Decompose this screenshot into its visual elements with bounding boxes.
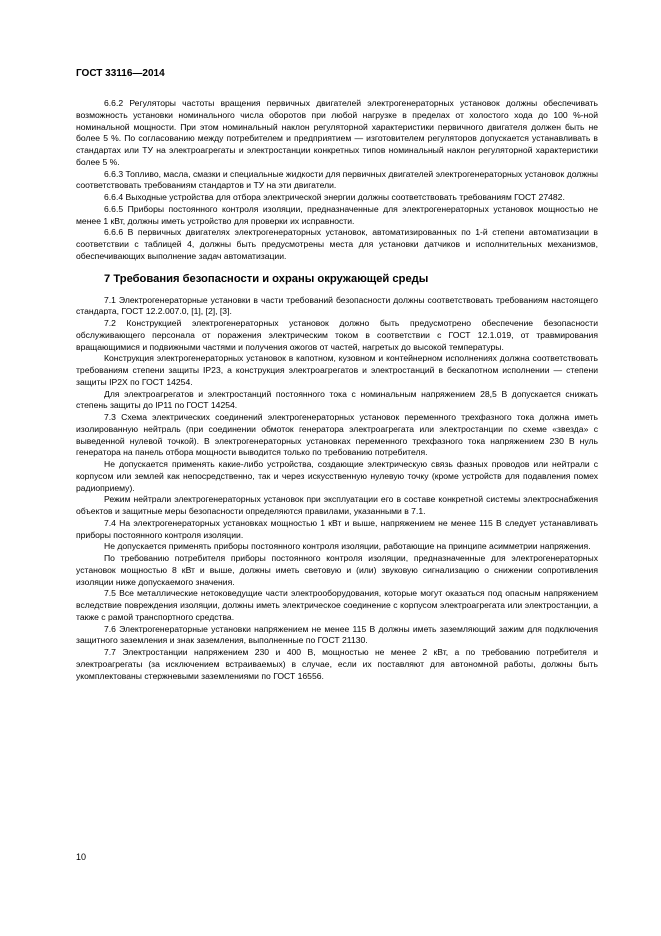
standard-header: ГОСТ 33116—2014 [76, 68, 165, 79]
section-7-heading: 7 Требования безопасности и охраны окружающей среды [104, 272, 429, 285]
paragraph-7-3-neutral-mode: Режим нейтрали электрогенераторных установок при эксплуатации его в составе конкретной системы электроснабжения объектов и защитные меры безопасности определяются правилами, указанными в 7.1. [76, 494, 598, 516]
paragraph-7-1: 7.1 Электрогенераторные установки в части требований безопасности должны соответствовать требованиям настоящего стандарта, ГОСТ 12.2.007.0, [1], [2], [3]. [76, 294, 598, 317]
paragraph-7-2-dc: Для электроагрегатов и электростанций постоянного тока с номинальным напряжением 28,5 В допускается снижать степень защиты до IP11 по ГОСТ 14254. [76, 388, 598, 411]
paragraph-6-6-4: 6.6.4 Выходные устройства для отбора электрической энергии должны соответствовать требованиям ГОСТ 27482. [104, 192, 565, 202]
paragraph-7-2-construction: Конструкция электрогенераторных установок в капотном, кузовном и контейнерном исполнениях должна соответствовать требованиям степени защиты IP23, а конструкция электроагрегатов и электростанций в бескапотном исполнении — степени защиты IP2X по ГОСТ 14254. [76, 353, 598, 387]
page-number: 10 [76, 852, 87, 862]
document-body [76, 98, 598, 682]
paragraph-7-4: 7.4 На электрогенераторных установках мощностью 1 кВт и выше, напряжением не менее 115 В следует устанавливать приборы постоянного контроля изоляции. [76, 517, 598, 540]
paragraph-7-6: 7.6 Электрогенераторные установки напряжением не менее 115 В должны иметь заземляющий зажим для подключения защитного заземления и знак заземления, выполненные по ГОСТ 21130. [76, 623, 598, 646]
paragraph-7-3-prohibition: Не допускается применять какие-либо устройства, создающие электрическую связь фазных проводов или нейтрали с корпусом или землей как непосредственно, так и через искусственную нулевую точку (кроме устройств для подавления помех радиоприему). [76, 459, 598, 493]
paragraph-7-4-signaling: По требованию потребителя приборы постоянного контроля изоляции, предназначенные для электрогенераторных установок мощностью 8 кВт и выше, должны иметь световую и (или) звуковую сигнализацию о снижении сопротивления изоляции ниже допускаемого значения. [76, 553, 598, 587]
paragraph-6-6-2: 6.6.2 Регуляторы частоты вращения первичных двигателей электрогенераторных установок должны обеспечивать возможность установки номинального числа оборотов при любой нагрузке в пределах от холостого хода до 100 %-ной номинальной мощности. При этом номинальный наклон регуляторной характеристики первичного двигателя должен быть не более 5 %. По согласованию между потребителем и предприятием — изготовителем регуляторов допускается устанавливать в стандартах или ТУ на электроагрегаты и электростанции конкретных типов номинальный наклон регуляторной характеристики более 5 %. [76, 98, 598, 167]
paragraph-6-6-3: 6.6.3 Топливо, масла, смазки и специальные жидкости для первичных двигателей электрогенераторных установок должны соответствовать требованиям стандартов и ТУ на эти двигатели. [76, 168, 598, 191]
paragraph-6-6-6: 6.6.6 В первичных двигателях электрогенераторных установок, автоматизированных по 1-й степени автоматизации в соответствии с таблицей 4, должны быть предусмотрены места для установки датчиков и исполнительных механизмов, обеспечивающих выполнение задач автоматизации. [76, 227, 598, 261]
paragraph-7-7: 7.7 Электростанции напряжением 230 и 400 В, мощностью не менее 2 кВт, а по требованию потребителя и электроагрегаты (за исключением встраиваемых) в случае, если их поставляют для автономной работы, должны быть укомплектованы стержневыми заземлениями по ГОСТ 16556. [76, 647, 598, 681]
paragraph-7-4-prohibition: Не допускается применять приборы постоянного контроля изоляции, работающие на принципе асимметрии напряжения. [104, 541, 591, 552]
paragraph-7-5: 7.5 Все металлические нетоковедущие части электрооборудования, которые могут оказаться под опасным напряжением вследствие повреждения изоляции, должны иметь электрическое соединение с корпусом электроагрегата или электростанции, а также с рамой транспортного средства. [76, 588, 598, 622]
paragraph-7-3: 7.3 Схема электрических соединений электрогенераторных установок переменного трехфазного тока должна иметь изолированную нейтраль (при соединении обмоток генератора электроагрегата или электростанции по схеме «звезда» с выведенной нулевой точкой). В электрогенераторных установках переменного трехфазного тока напряжением 230 В нуль генератора на панель отбора мощности выводится только по требованию потребителя. [76, 412, 598, 458]
paragraph-7-2: 7.2 Конструкцией электрогенераторных установок должно быть предусмотрено обеспечение безопасности обслуживающего персонала от поражения электрическим током в соответствии с ГОСТ 12.1.019, от травмирования вращающимися и подвижными частями и получения ожогов от частей, нагретых до высокой температуры. [76, 318, 598, 352]
paragraph-6-6-5: 6.6.5 Приборы постоянного контроля изоляции, предназначенные для электрогенераторных установок мощностью не менее 1 кВт, должны иметь устройство для проверки их исправности. [76, 203, 598, 226]
